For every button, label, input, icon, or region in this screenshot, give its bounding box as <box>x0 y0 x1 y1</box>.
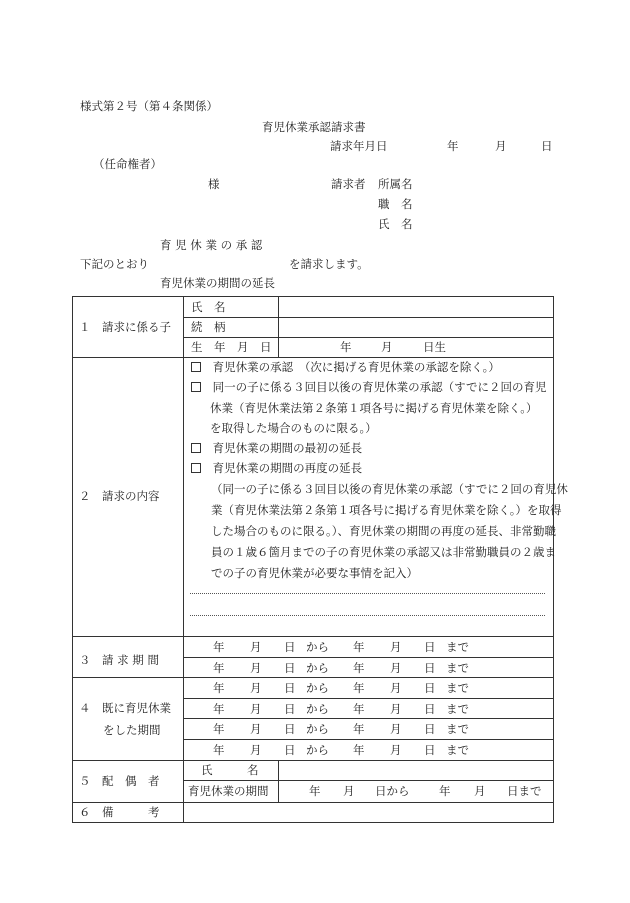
document-title: 育児休業承認請求書 <box>262 120 366 134</box>
section3-label: ３ 請 求 期 間 <box>79 653 159 667</box>
row-divider <box>183 317 554 318</box>
period-year: 年 <box>213 661 225 675</box>
period-day: 日 <box>284 722 296 736</box>
intro-right: を請求します。 <box>289 257 369 271</box>
checkbox[interactable] <box>191 443 201 453</box>
period-month: 月 <box>390 661 402 675</box>
period-month: 月 <box>390 702 402 716</box>
period-from: から <box>306 743 329 757</box>
period-year: 年 <box>353 640 365 654</box>
period-from: から <box>306 722 329 736</box>
dob-day: 日生 <box>423 340 446 354</box>
period-year: 年 <box>353 722 365 736</box>
period-until: まで <box>446 702 469 716</box>
option-approval-text: 育児休業の承認 （次に掲げる育児休業の承認を除く。） <box>212 360 500 374</box>
request-date-day: 日 <box>541 139 553 153</box>
period-month: 月 <box>250 661 262 675</box>
dob-month: 月 <box>381 340 393 354</box>
period-day: 日 <box>284 702 296 716</box>
period-month: 月 <box>250 640 262 654</box>
label-column-divider <box>183 297 184 823</box>
section2-label: ２ 請求の内容 <box>79 489 160 503</box>
option-third-approval[interactable] <box>191 380 547 394</box>
spouse-leave-period-label: 育児休業の期間 <box>188 784 269 798</box>
section6-label: ６ 備 考 <box>79 805 160 819</box>
option-third-approval-cont: 休業（育児休業法第２条第１項各号に掲げる育児休業を除く。） <box>210 401 538 415</box>
period-day: 日 <box>424 722 436 736</box>
period-year: 年 <box>213 722 225 736</box>
period-from: から <box>306 661 329 675</box>
request-date-year: 年 <box>447 139 459 153</box>
period-year: 年 <box>213 702 225 716</box>
period-from: から <box>306 640 329 654</box>
period-day: 日 <box>424 702 436 716</box>
period-year: 年 <box>353 702 365 716</box>
section-divider <box>73 636 554 637</box>
form-number: 様式第２号（第４条関係） <box>80 99 218 113</box>
checkbox[interactable] <box>191 382 201 392</box>
checkbox[interactable] <box>191 463 201 473</box>
section-divider <box>73 760 554 761</box>
period-year: 年 <box>353 661 365 675</box>
spouse-month2: 月 <box>474 784 486 798</box>
affiliation-label: 所属名 <box>378 177 413 191</box>
row-divider <box>183 657 554 658</box>
period-year: 年 <box>213 681 225 695</box>
period-month: 月 <box>250 702 262 716</box>
period-until: まで <box>446 640 469 654</box>
section4-label-cont: をした期間 <box>103 723 161 737</box>
period-year: 年 <box>353 743 365 757</box>
child-field-divider <box>278 297 279 357</box>
reason-note: 業（育児休業法第２条第１項各号に掲げる育児休業を除く。）を取得 <box>211 503 562 517</box>
row-divider <box>183 698 554 699</box>
reason-note: 員の１歳６箇月までの子の育児休業の承認又は非常勤職員の２歳ま <box>211 545 556 559</box>
option-second-extension-text: 育児休業の期間の再度の延長 <box>212 461 363 475</box>
period-month: 月 <box>390 640 402 654</box>
section4-label: ４ 既に育児休業 <box>79 701 171 715</box>
period-day: 日 <box>284 743 296 757</box>
section-divider <box>73 802 554 803</box>
request-form-table <box>72 296 568 823</box>
period-day: 日 <box>424 640 436 654</box>
option-first-extension-text: 育児休業の期間の最初の延長 <box>212 441 363 455</box>
option-third-approval-cont: を取得した場合のものに限る。） <box>210 421 377 435</box>
period-from: から <box>306 702 329 716</box>
spouse-from: 日から <box>375 784 410 798</box>
period-day: 日 <box>424 681 436 695</box>
spouse-year: 年 <box>309 784 321 798</box>
period-month: 月 <box>390 681 402 695</box>
period-until: まで <box>446 722 469 736</box>
period-day: 日 <box>284 640 296 654</box>
option-third-approval-text: 同一の子に係る３回目以後の育児休業の承認（すでに２回の育児 <box>212 380 547 394</box>
row-divider <box>183 739 554 740</box>
period-year: 年 <box>353 681 365 695</box>
period-year: 年 <box>213 743 225 757</box>
approval-line: 育 児 休 業 の 承 認 <box>160 238 263 252</box>
period-day: 日 <box>284 681 296 695</box>
reason-note: （同一の子に係る３回目以後の育児休業の承認（すでに２回の育児休 <box>211 482 568 496</box>
child-name-label: 氏 名 <box>191 300 226 314</box>
requester-label: 請求者 <box>331 177 366 191</box>
request-date-label: 請求年月日 <box>330 139 388 153</box>
period-day: 日 <box>424 743 436 757</box>
reason-note: での子の育児休業が必要な事情を記入） <box>211 566 418 580</box>
position-label: 職 名 <box>378 197 413 211</box>
extension-line: 育児休業の期間の延長 <box>160 276 275 290</box>
reason-note: した場合のものに限る。）、育児休業の期間の再度の延長、非常勤職 <box>211 524 556 538</box>
period-month: 月 <box>250 743 262 757</box>
spouse-month: 月 <box>343 784 355 798</box>
child-relation-label: 続 柄 <box>191 320 226 334</box>
period-year: 年 <box>213 640 225 654</box>
section1-label: １ 請求に係る子 <box>79 320 171 334</box>
period-month: 月 <box>250 681 262 695</box>
name-label: 氏 名 <box>378 217 413 231</box>
section5-label: ５ 配 偶 者 <box>79 774 160 788</box>
checkbox[interactable] <box>191 362 201 372</box>
period-day: 日 <box>284 661 296 675</box>
period-month: 月 <box>250 722 262 736</box>
option-first-extension[interactable] <box>191 441 362 455</box>
option-second-extension[interactable] <box>191 461 362 475</box>
row-divider <box>183 780 554 781</box>
period-from: から <box>306 681 329 695</box>
section-divider <box>73 677 554 678</box>
spouse-field-divider <box>278 760 279 802</box>
reason-input-line[interactable] <box>190 615 545 616</box>
period-day: 日 <box>424 661 436 675</box>
spouse-until: 日まで <box>507 784 542 798</box>
dob-year: 年 <box>340 340 352 354</box>
spouse-year2: 年 <box>439 784 451 798</box>
reason-input-line[interactable] <box>190 593 545 594</box>
intro-left: 下記のとおり <box>80 257 149 271</box>
option-approval[interactable] <box>191 360 500 374</box>
row-divider <box>183 718 554 719</box>
appointer-label: （任命権者） <box>93 157 162 171</box>
row-divider <box>183 337 554 338</box>
period-until: まで <box>446 661 469 675</box>
section-divider <box>73 357 554 358</box>
request-date-month: 月 <box>495 139 507 153</box>
period-month: 月 <box>390 743 402 757</box>
honorific: 様 <box>208 177 220 191</box>
spouse-name-label: 氏 名 <box>201 763 259 777</box>
period-until: まで <box>446 743 469 757</box>
period-until: まで <box>446 681 469 695</box>
period-month: 月 <box>390 722 402 736</box>
child-dob-label: 生 年 月 日 <box>191 340 272 354</box>
